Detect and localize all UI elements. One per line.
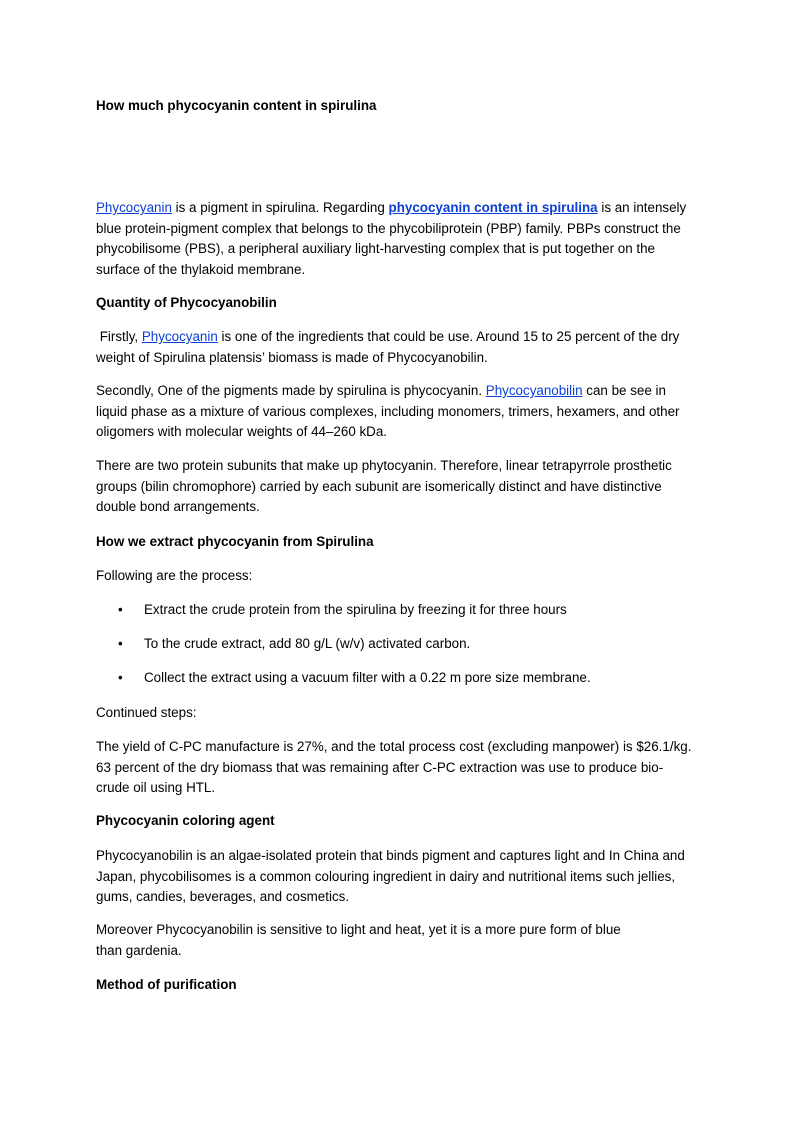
extract-steps-list — [96, 600, 696, 621]
bullet-icon: • — [118, 602, 123, 617]
intro-text-1: is a pigment in spirulina. Regarding — [171, 200, 389, 215]
yield-paragraph: The yield of C-PC manufacture is 27%, and the total process cost (excluding manpower) is $26.1/kg. 63 percent of the dry biomass that was remaining after C-PC extraction was use to produce bio-crude oil using HTL. — [96, 739, 692, 796]
quantity-p2-pre: Secondly, One of the pigments made by spirulina is phycocyanin. — [96, 383, 486, 398]
step-text: Extract the crude protein from the spirulina by freezing it for three hours — [144, 602, 567, 617]
intro-text-2: is an intensely blue protein-pigment complex that belongs to the phycobiliprotein (PBP) family. PBPs construct the phycobilisome (PBS), a peripheral auxiliary light-harvesting complex that is put together on the surface of the thylakoid membrane. — [96, 200, 687, 278]
quantity-paragraph-3: There are two protein subunits that make up phytocyanin. Therefore, linear tetrapyrrole prosthetic groups (bilin chromophore) carried by each subunit are isomerically distinct and have distinctive double bond arrangements. — [96, 458, 672, 515]
phycocyanin-link[interactable]: Phycocyanin — [96, 200, 172, 215]
extract-lead: Following are the process: — [96, 568, 253, 583]
quantity-p1-pre: Firstly, — [96, 329, 142, 344]
coloring-paragraph-2: Moreover Phycocyanobilin is sensitive to light and heat, yet it is a more pure form of blue than gardenia. — [96, 922, 621, 958]
quantity-p1-post: is one of the ingredients that could be use. Around 15 to 25 percent of the dry weight of Spirulina platensis’ biomass is made of Phycocyanobilin. — [96, 329, 680, 365]
list-item — [96, 600, 696, 621]
bullet-icon: • — [118, 670, 123, 685]
phycocyanobilin-link[interactable]: Phycocyanobilin — [485, 383, 583, 398]
section-heading-coloring: Phycocyanin coloring agent — [96, 813, 275, 828]
intro-paragraph — [96, 198, 696, 281]
coloring-paragraph-1: Phycocyanobilin is an algae-isolated protein that binds pigment and captures light and In China and Japan, phycobilisomes is a common colouring ingredient in dairy and nutritional items such jellies, gums, candies, beverages, and cosmetics. — [96, 848, 685, 905]
list-item — [96, 668, 696, 689]
step-text: To the crude extract, add 80 g/L (w/v) activated carbon. — [144, 636, 471, 651]
step-text: Collect the extract using a vacuum filter with a 0.22 m pore size membrane. — [144, 670, 591, 685]
phycocyanin-content-link[interactable]: phycocyanin content in spirulina — [388, 200, 598, 215]
page-title: How much phycocyanin content in spirulina — [96, 98, 377, 113]
section-heading-quantity: Quantity of Phycocyanobilin — [96, 295, 277, 310]
quantity-p2-post: can be see in liquid phase as a mixture of various complexes, including monomers, trimers, hexamers, and other oligomers with molecular weights of 44–260 kDa. — [96, 383, 680, 440]
section-heading-extract: How we extract phycocyanin from Spirulina — [96, 534, 374, 549]
continued-label: Continued steps: — [96, 705, 197, 720]
extract-steps-list-2 — [96, 634, 696, 655]
extract-steps-list-3 — [96, 668, 696, 689]
bullet-icon: • — [118, 636, 123, 651]
section-heading-purification: Method of purification — [96, 977, 237, 992]
quantity-paragraph-2 — [96, 381, 696, 443]
quantity-paragraph-1 — [96, 327, 696, 368]
list-item — [96, 634, 696, 655]
phycocyanin-link-2[interactable]: Phycocyanin — [141, 329, 218, 344]
